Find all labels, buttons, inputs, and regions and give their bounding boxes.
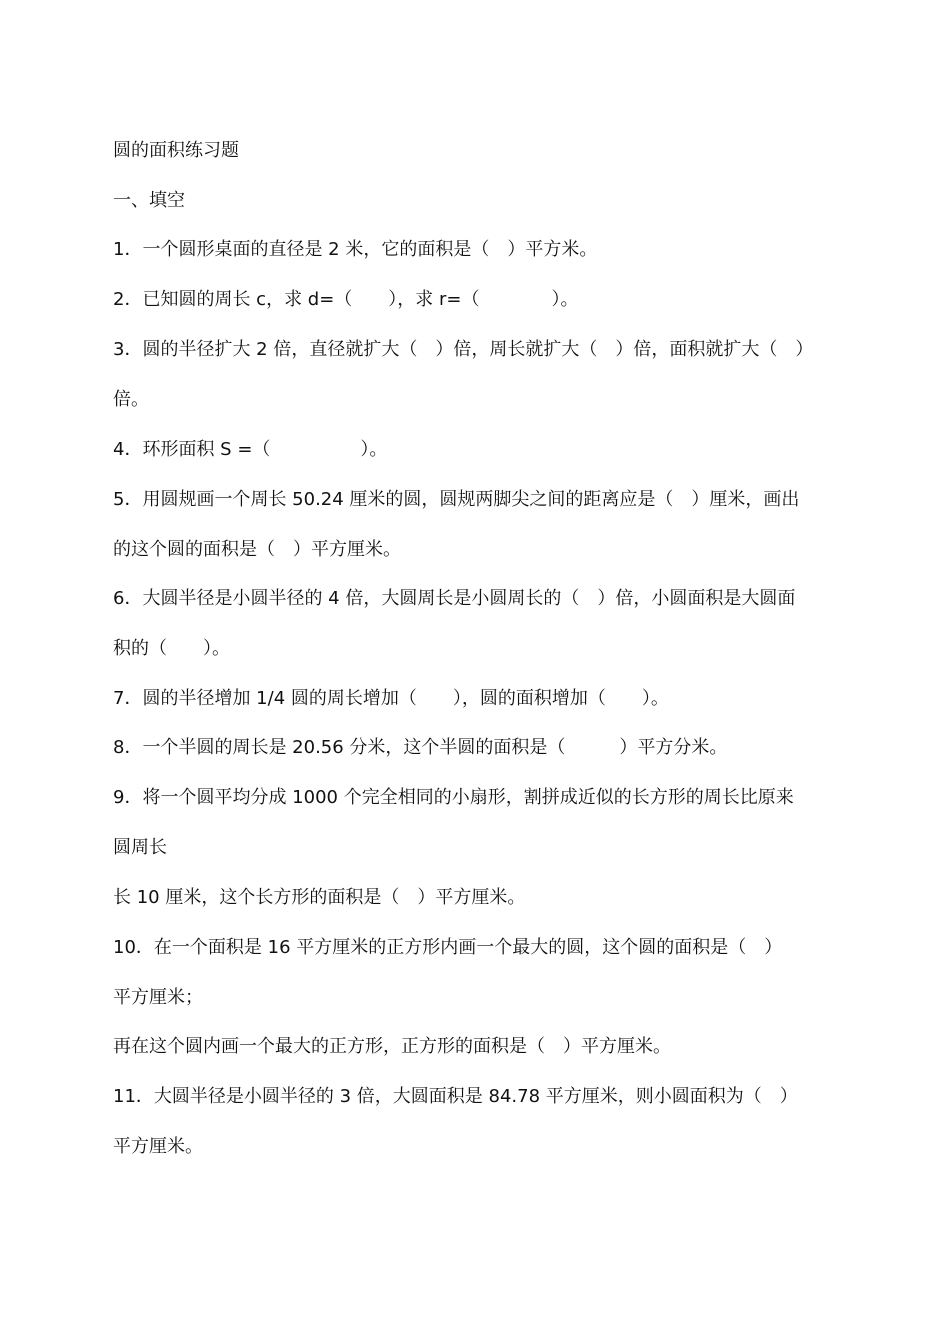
question-9: 9．将一个圆平均分成 1000 个完全相同的小扇形，割拼成近似的长方形的周长比原来 [113,787,794,808]
question-11: 11．大圆半径是小圆半径的 3 倍，大圆面积是 84.78 平方厘米，则小圆面积为（ ） [113,1086,798,1107]
question-6: 6．大圆半径是小圆半径的 4 倍，大圆周长是小圆周长的（ ）倍，小圆面积是大圆面 [113,588,796,609]
question-1: 1．一个圆形桌面的直径是 2 米，它的面积是（ ）平方米。 [113,239,598,260]
section-heading: 一、填空 [113,190,185,211]
question-8: 8．一个半圆的周长是 20.56 分米，这个半圆的面积是（ ）平方分米。 [113,737,728,758]
question-10-continued-2: 再在这个圆内画一个最大的正方形，正方形的面积是（ ）平方厘米。 [113,1036,671,1057]
question-5-continued: 的这个圆的面积是（ ）平方厘米。 [113,539,401,560]
question-6-continued: 积的（ ）。 [113,638,230,659]
question-7: 7．圆的半径增加 1/4 圆的周长增加（ ），圆的面积增加（ ）。 [113,688,669,709]
question-11-continued: 平方厘米。 [113,1136,203,1157]
question-2: 2．已知圆的周长 c，求 d=（ ），求 r=（ ）。 [113,289,579,310]
question-9-continued: 圆周长 [113,837,167,858]
question-10: 10．在一个面积是 16 平方厘米的正方形内画一个最大的圆，这个圆的面积是（ ） [113,937,783,958]
document-title: 圆的面积练习题 [113,140,239,161]
question-3: 3．圆的半径扩大 2 倍，直径就扩大（ ）倍，周长就扩大（ ）倍，面积就扩大（ ） [113,339,814,360]
question-10-continued: 平方厘米； [113,987,203,1008]
question-4: 4．环形面积 S =（ ）。 [113,439,388,460]
question-3-continued: 倍。 [113,389,149,410]
question-5: 5．用圆规画一个周长 50.24 厘米的圆，圆规两脚尖之间的距离应是（ ）厘米，画出 [113,489,800,510]
question-9-continued-2: 长 10 厘米，这个长方形的面积是（ ）平方厘米。 [113,887,526,908]
